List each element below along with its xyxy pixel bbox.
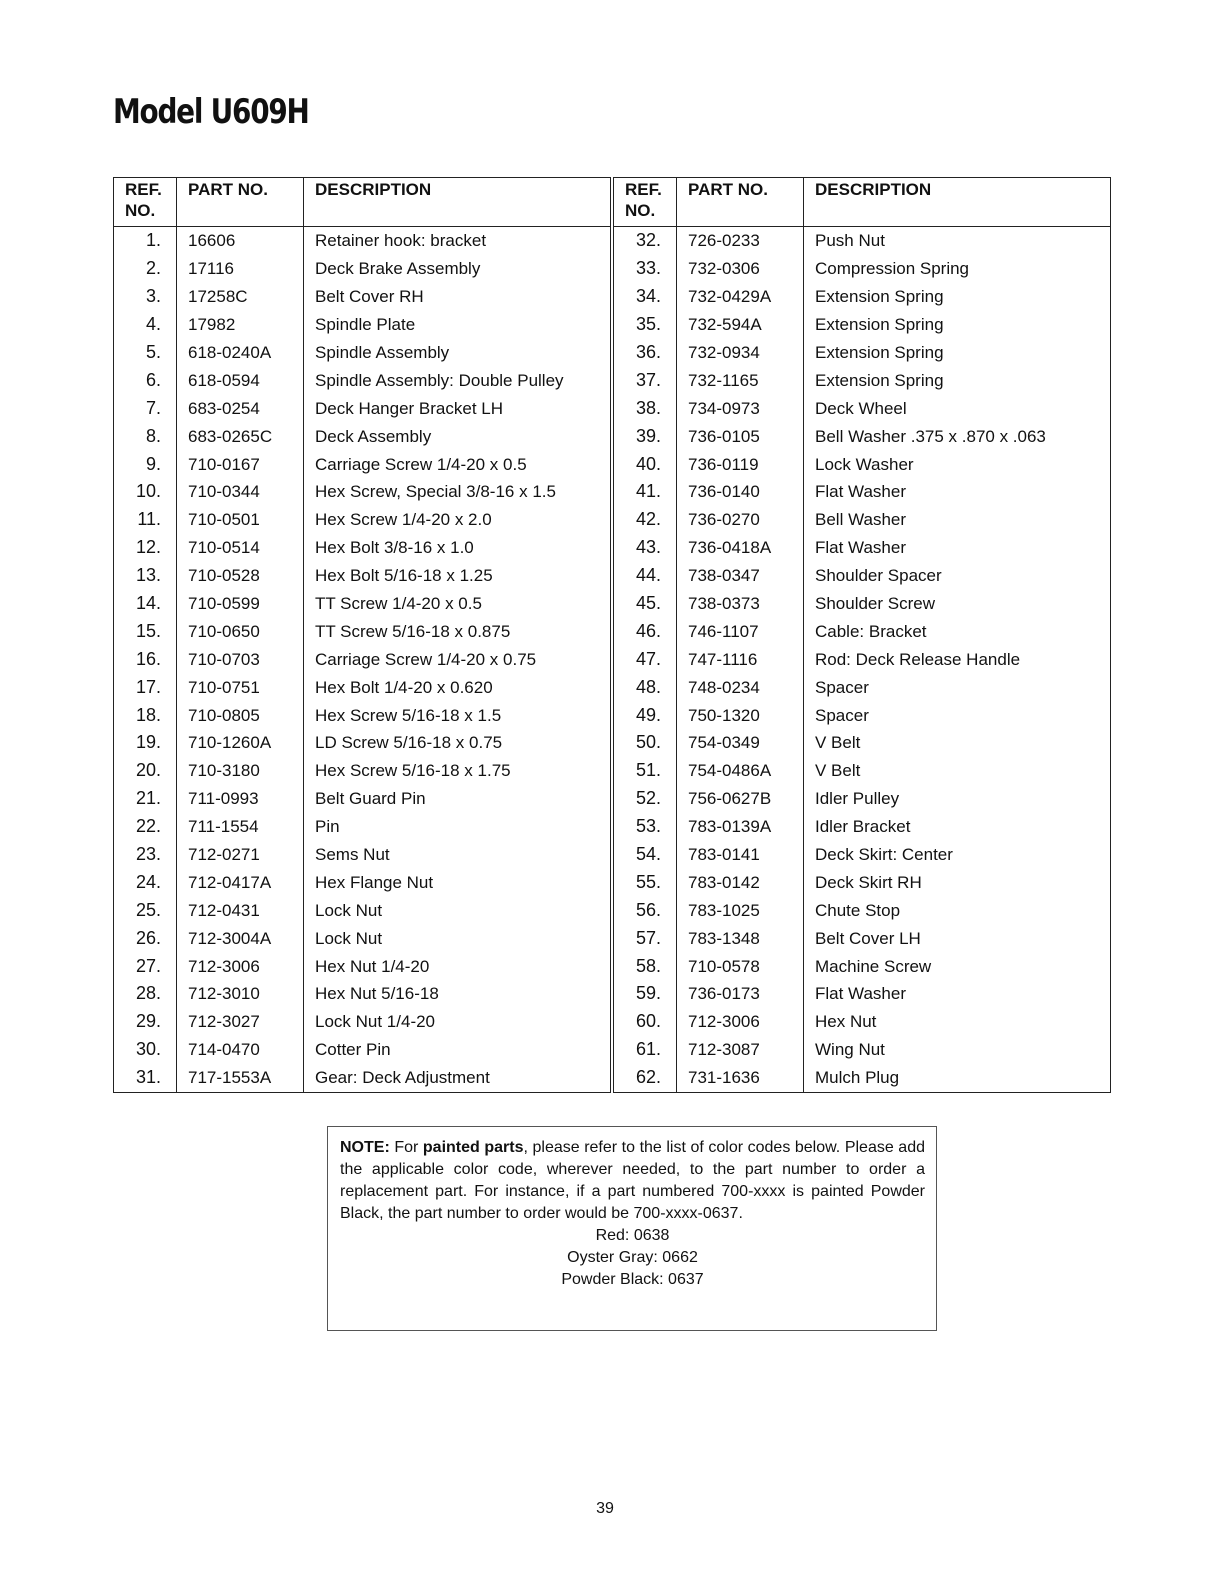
description-cell: Lock Washer xyxy=(804,450,1111,478)
description-cell: Belt Cover LH xyxy=(804,924,1111,952)
table-row xyxy=(614,841,1111,869)
table-row xyxy=(614,366,1111,394)
table-row xyxy=(614,311,1111,339)
description-cell: Deck Brake Assembly xyxy=(304,255,611,283)
part-no-cell: 712-3010 xyxy=(177,980,304,1008)
ref-no-cell: 21. xyxy=(135,788,161,809)
description-cell: Deck Skirt RH xyxy=(804,868,1111,896)
description-cell: Spindle Assembly: Double Pulley xyxy=(304,366,611,394)
ref-no-cell: 2. xyxy=(145,258,161,279)
part-no-cell: 783-0142 xyxy=(677,868,804,896)
table-row xyxy=(614,339,1111,367)
ref-no-cell: 5. xyxy=(145,342,161,362)
ref-no-cell: 57. xyxy=(635,927,661,948)
table-row xyxy=(114,339,611,367)
table-row xyxy=(114,422,611,450)
part-no-cell: 717-1553A xyxy=(177,1064,304,1093)
part-no-cell: 710-0344 xyxy=(177,478,304,506)
ref-no-header: REF. NO. xyxy=(114,178,177,227)
description-cell: Gear: Deck Adjustment xyxy=(304,1064,611,1093)
table-row xyxy=(114,394,611,422)
table-row xyxy=(614,422,1111,450)
ref-no-cell: 27. xyxy=(135,955,161,976)
part-no-cell: 710-1260A xyxy=(177,729,304,757)
ref-no-header: REF. NO. xyxy=(614,178,677,227)
part-no-cell: 710-0703 xyxy=(177,645,304,673)
ref-no-cell: 14. xyxy=(135,593,161,614)
part-no-cell: 683-0265C xyxy=(177,422,304,450)
ref-no-cell: 48. xyxy=(635,676,661,697)
description-cell: Cotter Pin xyxy=(304,1036,611,1064)
ref-no-cell: 8. xyxy=(145,425,161,446)
part-no-cell: 732-0306 xyxy=(677,255,804,283)
table-row xyxy=(114,924,611,952)
ref-no-cell: 55. xyxy=(635,871,661,892)
table-header-row xyxy=(114,178,611,227)
description-cell: Carriage Screw 1/4-20 x 0.5 xyxy=(304,450,611,478)
description-cell: Hex Screw 5/16-18 x 1.75 xyxy=(304,757,611,785)
part-no-cell: 710-3180 xyxy=(177,757,304,785)
ref-no-cell: 12. xyxy=(135,537,161,558)
table-row xyxy=(114,813,611,841)
part-no-header: PART NO. xyxy=(677,178,804,227)
table-row xyxy=(114,757,611,785)
color-code-red: Red: 0638 xyxy=(595,1227,670,1244)
part-no-cell: 17982 xyxy=(177,311,304,339)
part-no-cell: 754-0486A xyxy=(677,757,804,785)
part-no-cell: 736-0270 xyxy=(677,506,804,534)
ref-no-cell: 56. xyxy=(635,899,661,920)
table-row xyxy=(614,506,1111,534)
part-no-cell: 750-1320 xyxy=(677,701,804,729)
part-no-cell: 783-0139A xyxy=(677,813,804,841)
table-row xyxy=(114,478,611,506)
table-row xyxy=(114,868,611,896)
description-cell: Carriage Screw 1/4-20 x 0.75 xyxy=(304,645,611,673)
table-row xyxy=(614,1008,1111,1036)
table-row xyxy=(614,227,1111,255)
description-cell: Cable: Bracket xyxy=(804,617,1111,645)
table-row xyxy=(614,590,1111,618)
table-row xyxy=(114,673,611,701)
part-no-cell: 748-0234 xyxy=(677,673,804,701)
part-no-cell: 738-0373 xyxy=(677,590,804,618)
ref-no-cell: 10. xyxy=(135,481,161,502)
ref-no-cell: 25. xyxy=(135,899,161,920)
description-cell: Mulch Plug xyxy=(804,1064,1111,1093)
ref-no-cell: 46. xyxy=(635,620,661,641)
ref-no-cell: 37. xyxy=(635,369,661,390)
table-row xyxy=(114,283,611,311)
part-no-cell: 16606 xyxy=(177,227,304,255)
description-cell: V Belt xyxy=(804,729,1111,757)
part-no-cell: 732-0429A xyxy=(677,283,804,311)
ref-no-cell: 32. xyxy=(635,230,661,251)
description-cell: Retainer hook: bracket xyxy=(304,227,611,255)
ref-no-cell: 58. xyxy=(635,955,661,976)
part-no-header: PART NO. xyxy=(177,178,304,227)
color-code-oyster-gray: Oyster Gray: 0662 xyxy=(567,1249,698,1266)
note-label: NOTE: xyxy=(340,1139,390,1156)
table-row xyxy=(614,394,1111,422)
part-no-cell: 732-594A xyxy=(677,311,804,339)
ref-no-cell: 28. xyxy=(135,983,161,1004)
table-row xyxy=(614,868,1111,896)
description-cell: Spacer xyxy=(804,701,1111,729)
table-row xyxy=(114,645,611,673)
page-title: Model U609H xyxy=(113,92,309,132)
description-cell: V Belt xyxy=(804,757,1111,785)
ref-no-cell: 42. xyxy=(635,509,661,530)
table-row xyxy=(614,896,1111,924)
ref-no-cell: 26. xyxy=(135,927,161,948)
ref-no-cell: 7. xyxy=(145,397,161,418)
table-row xyxy=(114,841,611,869)
description-cell: Deck Skirt: Center xyxy=(804,841,1111,869)
color-codes xyxy=(340,1225,925,1291)
description-cell: Hex Nut xyxy=(804,1008,1111,1036)
table-row xyxy=(614,1064,1111,1093)
ref-no-cell: 50. xyxy=(635,732,661,753)
color-code-powder-black: Powder Black: 0637 xyxy=(561,1271,704,1288)
part-no-cell: 712-3006 xyxy=(177,952,304,980)
description-cell: Hex Screw, Special 3/8-16 x 1.5 xyxy=(304,478,611,506)
ref-no-cell: 49. xyxy=(635,704,661,725)
description-cell: Hex Bolt 5/16-18 x 1.25 xyxy=(304,562,611,590)
part-no-cell: 712-3004A xyxy=(177,924,304,952)
table-row xyxy=(114,952,611,980)
table-row xyxy=(114,562,611,590)
note-box xyxy=(327,1126,937,1331)
part-no-cell: 710-0599 xyxy=(177,590,304,618)
description-cell: Machine Screw xyxy=(804,952,1111,980)
part-no-cell: 736-0140 xyxy=(677,478,804,506)
description-cell: Extension Spring xyxy=(804,283,1111,311)
table-row xyxy=(114,1064,611,1093)
ref-no-cell: 40. xyxy=(635,453,661,474)
ref-no-cell: 19. xyxy=(135,732,161,753)
table-row xyxy=(114,311,611,339)
description-cell: Lock Nut xyxy=(304,924,611,952)
description-cell: Rod: Deck Release Handle xyxy=(804,645,1111,673)
description-cell: Bell Washer xyxy=(804,506,1111,534)
part-no-cell: 756-0627B xyxy=(677,785,804,813)
part-no-cell: 710-0514 xyxy=(177,534,304,562)
ref-no-cell: 39. xyxy=(635,425,661,446)
table-row xyxy=(114,255,611,283)
part-no-cell: 710-0501 xyxy=(177,506,304,534)
part-no-cell: 736-0173 xyxy=(677,980,804,1008)
table-row xyxy=(614,645,1111,673)
table-row xyxy=(614,785,1111,813)
ref-no-cell: 3. xyxy=(145,286,161,307)
ref-no-cell: 34. xyxy=(635,286,661,307)
ref-no-cell: 1. xyxy=(145,230,161,251)
table-row xyxy=(114,896,611,924)
table-row xyxy=(614,701,1111,729)
part-no-cell: 736-0119 xyxy=(677,450,804,478)
part-no-cell: 712-3087 xyxy=(677,1036,804,1064)
table-row xyxy=(614,729,1111,757)
table-row xyxy=(614,673,1111,701)
description-cell: Extension Spring xyxy=(804,339,1111,367)
ref-no-cell: 18. xyxy=(135,704,161,725)
table-row xyxy=(614,562,1111,590)
note-emphasis: painted parts xyxy=(422,1139,524,1156)
description-cell: Idler Pulley xyxy=(804,785,1111,813)
part-no-cell: 712-3006 xyxy=(677,1008,804,1036)
table-row xyxy=(114,506,611,534)
description-cell: Lock Nut 1/4-20 xyxy=(304,1008,611,1036)
table-row xyxy=(114,785,611,813)
part-no-cell: 754-0349 xyxy=(677,729,804,757)
ref-no-cell: 52. xyxy=(635,788,661,809)
description-cell: Hex Flange Nut xyxy=(304,868,611,896)
table-row xyxy=(114,534,611,562)
table-row xyxy=(614,478,1111,506)
description-cell: Shoulder Spacer xyxy=(804,562,1111,590)
part-no-cell: 783-1348 xyxy=(677,924,804,952)
table-row xyxy=(614,813,1111,841)
table-row xyxy=(614,924,1111,952)
part-no-cell: 710-0650 xyxy=(177,617,304,645)
part-no-cell: 710-0167 xyxy=(177,450,304,478)
ref-no-cell: 24. xyxy=(135,871,161,892)
ref-no-cell: 61. xyxy=(635,1039,661,1060)
description-cell: Deck Hanger Bracket LH xyxy=(304,394,611,422)
description-cell: Flat Washer xyxy=(804,534,1111,562)
part-no-cell: 714-0470 xyxy=(177,1036,304,1064)
description-cell: Chute Stop xyxy=(804,896,1111,924)
ref-no-cell: 4. xyxy=(145,314,161,335)
description-cell: Hex Screw 5/16-18 x 1.5 xyxy=(304,701,611,729)
description-cell: Hex Nut 5/16-18 xyxy=(304,980,611,1008)
table-row xyxy=(114,366,611,394)
table-row xyxy=(114,1036,611,1064)
ref-no-cell: 45. xyxy=(635,593,661,614)
part-no-cell: 618-0240A xyxy=(177,339,304,367)
table-row xyxy=(614,450,1111,478)
part-no-cell: 731-1636 xyxy=(677,1064,804,1093)
description-cell: Hex Nut 1/4-20 xyxy=(304,952,611,980)
table-row xyxy=(114,227,611,255)
ref-no-cell: 59. xyxy=(635,983,661,1004)
description-cell: Flat Washer xyxy=(804,980,1111,1008)
part-no-cell: 710-0751 xyxy=(177,673,304,701)
description-cell: Shoulder Screw xyxy=(804,590,1111,618)
description-cell: TT Screw 1/4-20 x 0.5 xyxy=(304,590,611,618)
part-no-cell: 17258C xyxy=(177,283,304,311)
table-row xyxy=(114,617,611,645)
description-cell: Spindle Assembly xyxy=(304,339,611,367)
ref-no-cell: 47. xyxy=(635,648,661,669)
ref-no-cell: 9. xyxy=(145,453,161,474)
page-number: 39 xyxy=(596,1500,614,1517)
part-no-cell: 732-0934 xyxy=(677,339,804,367)
ref-no-cell: 62. xyxy=(635,1067,661,1088)
ref-no-cell: 38. xyxy=(635,397,661,418)
part-no-cell: 711-0993 xyxy=(177,785,304,813)
description-cell: Hex Bolt 3/8-16 x 1.0 xyxy=(304,534,611,562)
ref-no-cell: 44. xyxy=(635,565,661,586)
description-cell: Hex Screw 1/4-20 x 2.0 xyxy=(304,506,611,534)
ref-no-cell: 41. xyxy=(635,481,661,502)
table-row xyxy=(614,283,1111,311)
table-header-row xyxy=(614,178,1111,227)
description-cell: Pin xyxy=(304,813,611,841)
ref-no-cell: 60. xyxy=(635,1011,661,1032)
part-no-cell: 736-0105 xyxy=(677,422,804,450)
description-cell: Lock Nut xyxy=(304,896,611,924)
part-no-cell: 783-1025 xyxy=(677,896,804,924)
description-cell: Compression Spring xyxy=(804,255,1111,283)
description-cell: Extension Spring xyxy=(804,366,1111,394)
note-text: NOTE: For painted parts, please refer to the list of color codes below. Please add the applicable color code, wherever needed, to the part number to order a replacement part. For instance, if a part numbered 700-xxxx is painted Powder Black, the part number to order would be 700-xxxx-0637. xyxy=(340,1139,925,1222)
ref-no-cell: 43. xyxy=(635,537,661,558)
description-cell: Spindle Plate xyxy=(304,311,611,339)
ref-no-cell: 35. xyxy=(635,314,661,335)
part-no-cell: 746-1107 xyxy=(677,617,804,645)
part-no-cell: 710-0578 xyxy=(677,952,804,980)
table-row xyxy=(614,757,1111,785)
part-no-cell: 618-0594 xyxy=(177,366,304,394)
ref-no-cell: 23. xyxy=(135,844,161,865)
part-no-cell: 734-0973 xyxy=(677,394,804,422)
ref-no-cell: 11. xyxy=(137,509,161,530)
part-no-cell: 710-0805 xyxy=(177,701,304,729)
description-cell: Spacer xyxy=(804,673,1111,701)
table-row xyxy=(614,1036,1111,1064)
description-cell: Deck Wheel xyxy=(804,394,1111,422)
ref-no-cell: 17. xyxy=(135,676,161,697)
ref-no-cell: 6. xyxy=(145,369,161,390)
ref-no-cell: 15. xyxy=(135,620,161,641)
description-cell: Wing Nut xyxy=(804,1036,1111,1064)
description-cell: Flat Washer xyxy=(804,478,1111,506)
description-cell: Hex Bolt 1/4-20 x 0.620 xyxy=(304,673,611,701)
table-row xyxy=(114,729,611,757)
ref-no-cell: 13. xyxy=(135,565,161,586)
parts-table-left xyxy=(113,177,611,1093)
table-row xyxy=(614,952,1111,980)
ref-no-cell: 30. xyxy=(135,1039,161,1060)
description-cell: Sems Nut xyxy=(304,841,611,869)
table-row xyxy=(114,450,611,478)
table-row xyxy=(614,255,1111,283)
table-row xyxy=(614,534,1111,562)
part-no-cell: 17116 xyxy=(177,255,304,283)
description-header: DESCRIPTION xyxy=(804,178,1111,227)
part-no-cell: 712-0271 xyxy=(177,841,304,869)
description-cell: Bell Washer .375 x .870 x .063 xyxy=(804,422,1111,450)
ref-no-cell: 31. xyxy=(135,1067,161,1088)
description-header: DESCRIPTION xyxy=(304,178,611,227)
ref-no-cell: 51. xyxy=(635,760,661,781)
part-no-cell: 683-0254 xyxy=(177,394,304,422)
description-cell: Push Nut xyxy=(804,227,1111,255)
description-cell: Belt Guard Pin xyxy=(304,785,611,813)
description-cell: LD Screw 5/16-18 x 0.75 xyxy=(304,729,611,757)
note-body: , please refer to the list of color codes below. Please add the applicable color code, wherever needed, to the part number to order a replacement part. For instance, if a part numbered 700-xxxx is painted Powder Black, the part number to order would be 700-xxxx-0637. xyxy=(340,1139,925,1222)
parts-table-right xyxy=(613,177,1111,1093)
part-no-cell: 711-1554 xyxy=(177,813,304,841)
part-no-cell: 732-1165 xyxy=(677,366,804,394)
ref-no-cell: 53. xyxy=(635,816,661,837)
description-cell: Belt Cover RH xyxy=(304,283,611,311)
part-no-cell: 736-0418A xyxy=(677,534,804,562)
table-row xyxy=(614,617,1111,645)
ref-no-cell: 29. xyxy=(135,1011,161,1032)
part-no-cell: 747-1116 xyxy=(677,645,804,673)
table-row xyxy=(114,980,611,1008)
table-row xyxy=(114,701,611,729)
ref-no-cell: 33. xyxy=(635,258,661,279)
description-cell: Deck Assembly xyxy=(304,422,611,450)
parts-list xyxy=(113,177,1111,1093)
part-no-cell: 712-0417A xyxy=(177,868,304,896)
table-row xyxy=(614,980,1111,1008)
ref-no-cell: 54. xyxy=(635,844,661,865)
part-no-cell: 738-0347 xyxy=(677,562,804,590)
ref-no-cell: 36. xyxy=(635,342,661,362)
description-cell: Extension Spring xyxy=(804,311,1111,339)
table-row xyxy=(114,590,611,618)
ref-no-cell: 20. xyxy=(135,760,161,781)
ref-no-cell: 16. xyxy=(135,648,161,669)
part-no-cell: 712-0431 xyxy=(177,896,304,924)
ref-no-cell: 22. xyxy=(135,816,161,837)
description-cell: TT Screw 5/16-18 x 0.875 xyxy=(304,617,611,645)
part-no-cell: 710-0528 xyxy=(177,562,304,590)
description-cell: Idler Bracket xyxy=(804,813,1111,841)
table-row xyxy=(114,1008,611,1036)
part-no-cell: 712-3027 xyxy=(177,1008,304,1036)
part-no-cell: 783-0141 xyxy=(677,841,804,869)
part-no-cell: 726-0233 xyxy=(677,227,804,255)
